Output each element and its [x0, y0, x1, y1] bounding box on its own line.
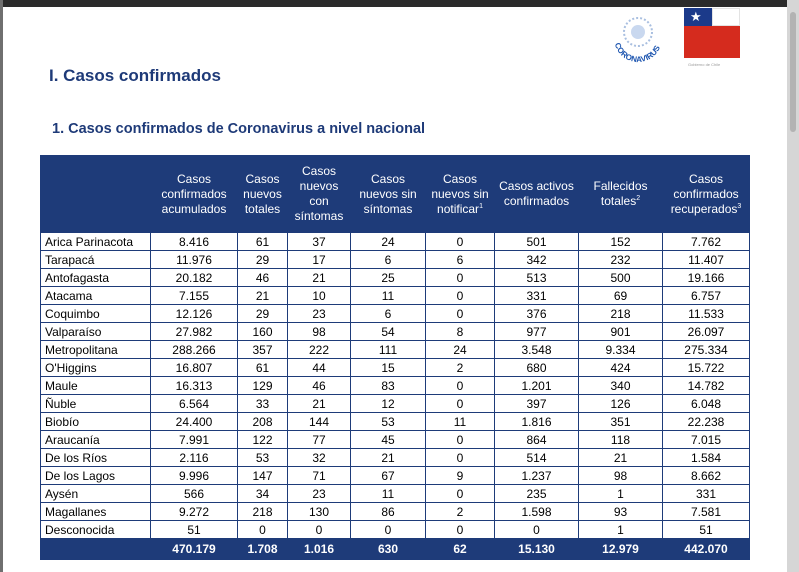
region-name-cell: O'Higgins — [41, 359, 151, 377]
value-cell: 342 — [495, 251, 579, 269]
value-cell: 12.126 — [151, 305, 238, 323]
section-title: I. Casos confirmados — [49, 66, 221, 85]
value-cell: 34 — [238, 485, 288, 503]
table-row — [41, 467, 750, 485]
column-header-label: Casos nuevos totales — [243, 171, 282, 216]
value-cell: 15 — [351, 359, 426, 377]
table-row — [41, 521, 750, 539]
value-cell: 7.762 — [663, 233, 750, 251]
value-cell: 351 — [579, 413, 663, 431]
value-cell: 2.116 — [151, 449, 238, 467]
value-cell: 16.313 — [151, 377, 238, 395]
table-row — [41, 359, 750, 377]
value-cell: 1.816 — [495, 413, 579, 431]
region-name-cell: Atacama — [41, 287, 151, 305]
value-cell: 53 — [351, 413, 426, 431]
value-cell: 24 — [426, 341, 495, 359]
value-cell: 6.048 — [663, 395, 750, 413]
column-header — [351, 156, 426, 233]
value-cell: 24 — [351, 233, 426, 251]
footnote-marker: 3 — [737, 202, 742, 210]
value-cell: 6 — [351, 305, 426, 323]
value-cell: 86 — [351, 503, 426, 521]
value-cell: 129 — [238, 377, 288, 395]
value-cell: 0 — [351, 521, 426, 539]
scrollbar-thumb[interactable] — [790, 12, 796, 132]
value-cell: 218 — [579, 305, 663, 323]
star-icon: ★ — [690, 9, 702, 24]
value-cell: 11.533 — [663, 305, 750, 323]
government-caption: Gobierno de Chile — [688, 62, 721, 67]
value-cell: 29 — [238, 251, 288, 269]
value-cell: 118 — [579, 431, 663, 449]
value-cell: 1.584 — [663, 449, 750, 467]
value-cell: 864 — [495, 431, 579, 449]
value-cell: 0 — [426, 449, 495, 467]
value-cell: 1.598 — [495, 503, 579, 521]
region-name-cell: Coquimbo — [41, 305, 151, 323]
value-cell: 16.807 — [151, 359, 238, 377]
footnote-marker: 2 — [636, 195, 641, 202]
total-cell: 12.979 — [579, 539, 663, 560]
total-cell: 15.130 — [495, 539, 579, 560]
value-cell: 152 — [579, 233, 663, 251]
column-header-label: Casos nuevos sin síntomas — [359, 171, 417, 216]
column-header-label: Casos activos confirmados — [499, 179, 574, 208]
column-header-label: Casos confirmados recuperados — [670, 171, 739, 216]
value-cell: 6.564 — [151, 395, 238, 413]
value-cell: 0 — [288, 521, 351, 539]
region-name-cell: Tarapacá — [41, 251, 151, 269]
value-cell: 0 — [426, 521, 495, 539]
value-cell: 22.238 — [663, 413, 750, 431]
value-cell: 0 — [426, 431, 495, 449]
value-cell: 147 — [238, 467, 288, 485]
value-cell: 27.982 — [151, 323, 238, 341]
column-header-label: Fallecidos totales — [593, 179, 648, 208]
value-cell: 51 — [663, 521, 750, 539]
table-row — [41, 413, 750, 431]
value-cell: 7.991 — [151, 431, 238, 449]
value-cell: 21 — [351, 449, 426, 467]
column-header-label: Casos confirmados acumulados — [161, 171, 227, 216]
value-cell: 8.662 — [663, 467, 750, 485]
value-cell: 9.996 — [151, 467, 238, 485]
region-name-cell: Valparaíso — [41, 323, 151, 341]
value-cell: 1 — [579, 485, 663, 503]
value-cell: 232 — [579, 251, 663, 269]
value-cell: 160 — [238, 323, 288, 341]
value-cell: 46 — [288, 377, 351, 395]
table-row — [41, 233, 750, 251]
value-cell: 0 — [426, 269, 495, 287]
footnote-marker: 1 — [479, 202, 483, 210]
value-cell: 24.400 — [151, 413, 238, 431]
table-row — [41, 377, 750, 395]
region-name-cell: De los Lagos — [41, 467, 151, 485]
value-cell: 19.166 — [663, 269, 750, 287]
value-cell: 331 — [495, 287, 579, 305]
value-cell: 53 — [238, 449, 288, 467]
column-header — [41, 156, 151, 233]
table-row — [41, 341, 750, 359]
value-cell: 7.015 — [663, 431, 750, 449]
value-cell: 11 — [426, 413, 495, 431]
totals-row — [41, 539, 750, 560]
region-name-cell: Ñuble — [41, 395, 151, 413]
value-cell: 71 — [288, 467, 351, 485]
value-cell: 98 — [288, 323, 351, 341]
value-cell: 6.757 — [663, 287, 750, 305]
table-row — [41, 287, 750, 305]
value-cell: 23 — [288, 485, 351, 503]
value-cell: 11.407 — [663, 251, 750, 269]
region-name-cell: Arica Parinacota — [41, 233, 151, 251]
value-cell: 331 — [663, 485, 750, 503]
region-name-cell: Aysén — [41, 485, 151, 503]
svg-text:CORONAVIRUS — [613, 41, 663, 64]
value-cell: 0 — [495, 521, 579, 539]
value-cell: 218 — [238, 503, 288, 521]
value-cell: 680 — [495, 359, 579, 377]
value-cell: 208 — [238, 413, 288, 431]
value-cell: 21 — [238, 287, 288, 305]
region-name-cell: Antofagasta — [41, 269, 151, 287]
value-cell: 37 — [288, 233, 351, 251]
column-header — [151, 156, 238, 233]
value-cell: 51 — [151, 521, 238, 539]
value-cell: 235 — [495, 485, 579, 503]
value-cell: 69 — [579, 287, 663, 305]
region-name-cell: Desconocida — [41, 521, 151, 539]
column-header — [495, 156, 579, 233]
table-row — [41, 485, 750, 503]
value-cell: 14.782 — [663, 377, 750, 395]
value-cell: 1.201 — [495, 377, 579, 395]
value-cell: 500 — [579, 269, 663, 287]
table-header-row — [41, 156, 750, 233]
value-cell: 0 — [426, 305, 495, 323]
value-cell: 1 — [579, 521, 663, 539]
value-cell: 122 — [238, 431, 288, 449]
column-header — [663, 156, 750, 233]
table-row — [41, 431, 750, 449]
value-cell: 3.548 — [495, 341, 579, 359]
value-cell: 0 — [426, 377, 495, 395]
value-cell: 2 — [426, 359, 495, 377]
value-cell: 288.266 — [151, 341, 238, 359]
value-cell: 12 — [351, 395, 426, 413]
value-cell: 46 — [238, 269, 288, 287]
value-cell: 10 — [288, 287, 351, 305]
value-cell: 15.722 — [663, 359, 750, 377]
value-cell: 11 — [351, 287, 426, 305]
value-cell: 21 — [288, 395, 351, 413]
column-header — [426, 156, 495, 233]
region-name-cell: Metropolitana — [41, 341, 151, 359]
value-cell: 977 — [495, 323, 579, 341]
value-cell: 514 — [495, 449, 579, 467]
value-cell: 21 — [579, 449, 663, 467]
value-cell: 33 — [238, 395, 288, 413]
value-cell: 424 — [579, 359, 663, 377]
column-header — [238, 156, 288, 233]
value-cell: 111 — [351, 341, 426, 359]
column-header — [579, 156, 663, 233]
total-cell: 442.070 — [663, 539, 750, 560]
value-cell: 2 — [426, 503, 495, 521]
value-cell: 901 — [579, 323, 663, 341]
value-cell: 357 — [238, 341, 288, 359]
value-cell: 0 — [238, 521, 288, 539]
value-cell: 376 — [495, 305, 579, 323]
value-cell: 61 — [238, 359, 288, 377]
value-cell: 275.334 — [663, 341, 750, 359]
value-cell: 67 — [351, 467, 426, 485]
value-cell: 126 — [579, 395, 663, 413]
value-cell: 222 — [288, 341, 351, 359]
value-cell: 8.416 — [151, 233, 238, 251]
table-row — [41, 323, 750, 341]
value-cell: 7.581 — [663, 503, 750, 521]
value-cell: 44 — [288, 359, 351, 377]
region-name-cell: De los Ríos — [41, 449, 151, 467]
value-cell: 7.155 — [151, 287, 238, 305]
total-cell — [41, 539, 151, 560]
cases-table — [40, 155, 750, 560]
value-cell: 77 — [288, 431, 351, 449]
column-header — [288, 156, 351, 233]
scrollbar[interactable] — [787, 0, 799, 572]
value-cell: 32 — [288, 449, 351, 467]
viewer-top-bar — [0, 0, 799, 7]
table-row — [41, 269, 750, 287]
value-cell: 6 — [351, 251, 426, 269]
value-cell: 98 — [579, 467, 663, 485]
value-cell: 340 — [579, 377, 663, 395]
total-cell: 470.179 — [151, 539, 238, 560]
total-cell: 630 — [351, 539, 426, 560]
total-cell: 62 — [426, 539, 495, 560]
value-cell: 9.334 — [579, 341, 663, 359]
value-cell: 20.182 — [151, 269, 238, 287]
subsection-title: 1. Casos confirmados de Coronavirus a nivel nacional — [52, 121, 426, 137]
region-name-cell: Araucanía — [41, 431, 151, 449]
value-cell: 9.272 — [151, 503, 238, 521]
region-name-cell: Biobío — [41, 413, 151, 431]
value-cell: 0 — [426, 485, 495, 503]
value-cell: 29 — [238, 305, 288, 323]
value-cell: 144 — [288, 413, 351, 431]
value-cell: 9 — [426, 467, 495, 485]
total-cell: 1.708 — [238, 539, 288, 560]
value-cell: 61 — [238, 233, 288, 251]
value-cell: 17 — [288, 251, 351, 269]
column-header-label: Casos nuevos con síntomas — [294, 164, 344, 223]
value-cell: 130 — [288, 503, 351, 521]
logo-text: CORONAVIRUS — [612, 41, 663, 65]
value-cell: 8 — [426, 323, 495, 341]
value-cell: 513 — [495, 269, 579, 287]
value-cell: 83 — [351, 377, 426, 395]
table-row — [41, 503, 750, 521]
value-cell: 25 — [351, 269, 426, 287]
value-cell: 93 — [579, 503, 663, 521]
value-cell: 11 — [351, 485, 426, 503]
coronavirus-logo — [606, 8, 670, 72]
column-header-label: Casos nuevos sin notificar — [431, 171, 489, 216]
region-name-cell: Maule — [41, 377, 151, 395]
total-cell: 1.016 — [288, 539, 351, 560]
value-cell: 501 — [495, 233, 579, 251]
region-name-cell: Magallanes — [41, 503, 151, 521]
value-cell: 566 — [151, 485, 238, 503]
value-cell: 6 — [426, 251, 495, 269]
table-row — [41, 251, 750, 269]
table-row — [41, 395, 750, 413]
value-cell: 1.237 — [495, 467, 579, 485]
value-cell: 11.976 — [151, 251, 238, 269]
value-cell: 54 — [351, 323, 426, 341]
table-row — [41, 305, 750, 323]
viewer-left-edge — [0, 0, 3, 572]
value-cell: 0 — [426, 395, 495, 413]
value-cell: 0 — [426, 233, 495, 251]
value-cell: 23 — [288, 305, 351, 323]
government-logo — [684, 8, 740, 58]
table-row — [41, 449, 750, 467]
value-cell: 45 — [351, 431, 426, 449]
value-cell: 397 — [495, 395, 579, 413]
value-cell: 26.097 — [663, 323, 750, 341]
value-cell: 0 — [426, 287, 495, 305]
value-cell: 21 — [288, 269, 351, 287]
